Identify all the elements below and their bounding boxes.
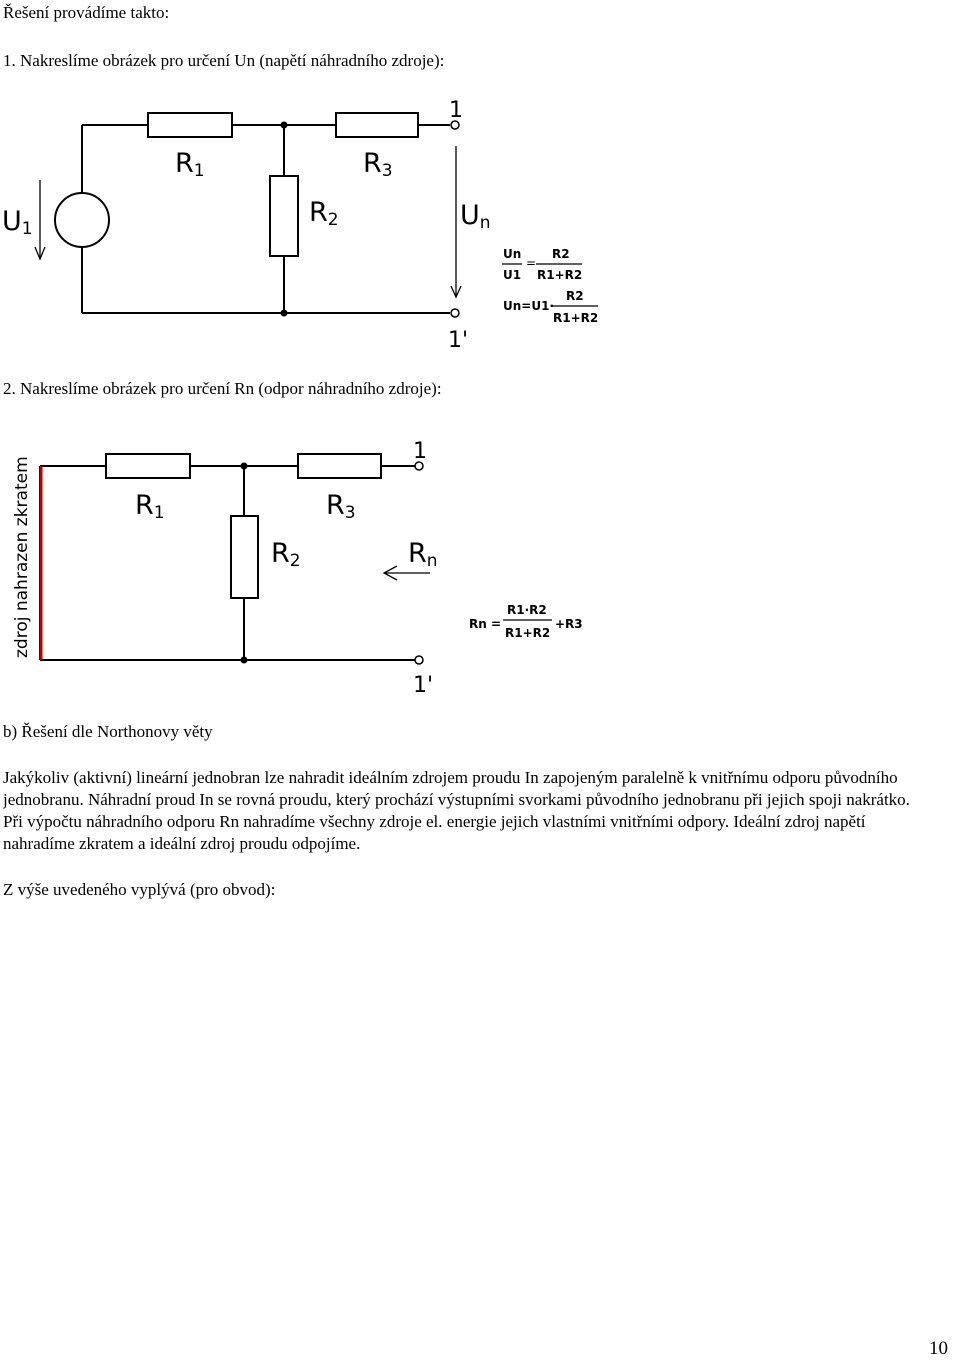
label-short-circuit: zdroj nahrazen zkratem bbox=[12, 456, 32, 658]
paragraph-line: nahradíme zkratem a ideální zdroj proudu odpojíme. bbox=[3, 834, 361, 853]
terminal-1-prime bbox=[415, 656, 423, 664]
label-r1: R1 bbox=[135, 490, 165, 523]
resistor-r1 bbox=[148, 113, 232, 137]
voltage-source-u1 bbox=[55, 193, 109, 247]
label-r2: R2 bbox=[309, 197, 339, 230]
svg-text:R1+R2: R1+R2 bbox=[553, 311, 599, 325]
intro-text: Řešení provádíme takto: bbox=[3, 3, 170, 22]
resistor-r3 bbox=[298, 454, 381, 478]
conclusion-text: Z výše uvedeného vyplývá (pro obvod): bbox=[3, 880, 276, 899]
svg-text:=: = bbox=[526, 256, 537, 270]
circuit-diagram-rn bbox=[0, 425, 960, 695]
label-terminal-1-prime: 1' bbox=[448, 328, 469, 353]
label-r1: R1 bbox=[175, 148, 205, 181]
equation-un-ratio bbox=[502, 247, 582, 282]
paragraph-line: Při výpočtu náhradního odporu Rn nahradíme všechny zdroje el. energie jejich vlastními vnitřními odpory. Ideální zdroj napětí bbox=[3, 812, 866, 831]
label-r3: R3 bbox=[326, 490, 356, 523]
resistor-r3 bbox=[336, 113, 418, 137]
page-number: 10 bbox=[929, 1338, 948, 1359]
svg-text:Un: Un bbox=[503, 247, 522, 261]
label-u1: U1 bbox=[2, 206, 33, 239]
svg-text:+R3: +R3 bbox=[555, 617, 583, 631]
label-rn: Rn bbox=[408, 538, 438, 571]
label-terminal-1: 1 bbox=[449, 98, 463, 123]
svg-text:R1·R2: R1·R2 bbox=[507, 603, 547, 617]
svg-text:U1: U1 bbox=[503, 268, 522, 282]
svg-text:R1+R2: R1+R2 bbox=[537, 268, 583, 282]
northon-paragraph bbox=[3, 767, 960, 855]
paragraph-line: jednobranu. Náhradní proud In se rovná proudu, který prochází výstupními svorkami původního jednobranu při jejich spoji nakrátko. bbox=[3, 790, 910, 809]
paragraph-line: Jakýkoliv (aktivní) lineární jednobran lze nahradit ideálním zdrojem proudu In zapojeným paralelně k vnitřnímu odporu původního bbox=[3, 768, 898, 787]
label-un: Un bbox=[460, 200, 491, 233]
label-r2: R2 bbox=[271, 538, 301, 571]
equation-rn bbox=[469, 603, 583, 640]
terminal-1-prime bbox=[451, 309, 459, 317]
step1-text: 1. Nakreslíme obrázek pro určení Un (napětí náhradního zdroje): bbox=[3, 51, 445, 70]
section-b-heading: b) Řešení dle Northonovy věty bbox=[3, 722, 213, 741]
equation-un bbox=[503, 289, 598, 325]
svg-text:R2: R2 bbox=[566, 289, 584, 303]
resistor-r2 bbox=[231, 516, 258, 598]
svg-text:R2: R2 bbox=[552, 247, 570, 261]
step2-text: 2. Nakreslíme obrázek pro určení Rn (odpor náhradního zdroje): bbox=[3, 379, 442, 398]
label-terminal-1-prime: 1' bbox=[413, 673, 434, 695]
resistor-r2 bbox=[270, 176, 298, 256]
resistor-r1 bbox=[106, 454, 190, 478]
svg-text:Un=U1·: Un=U1· bbox=[503, 299, 554, 313]
circuit-diagram-un bbox=[0, 90, 960, 360]
label-terminal-1: 1 bbox=[413, 439, 427, 464]
label-r3: R3 bbox=[363, 148, 393, 181]
svg-text:R1+R2: R1+R2 bbox=[505, 626, 551, 640]
svg-text:Rn =: Rn = bbox=[469, 617, 502, 631]
